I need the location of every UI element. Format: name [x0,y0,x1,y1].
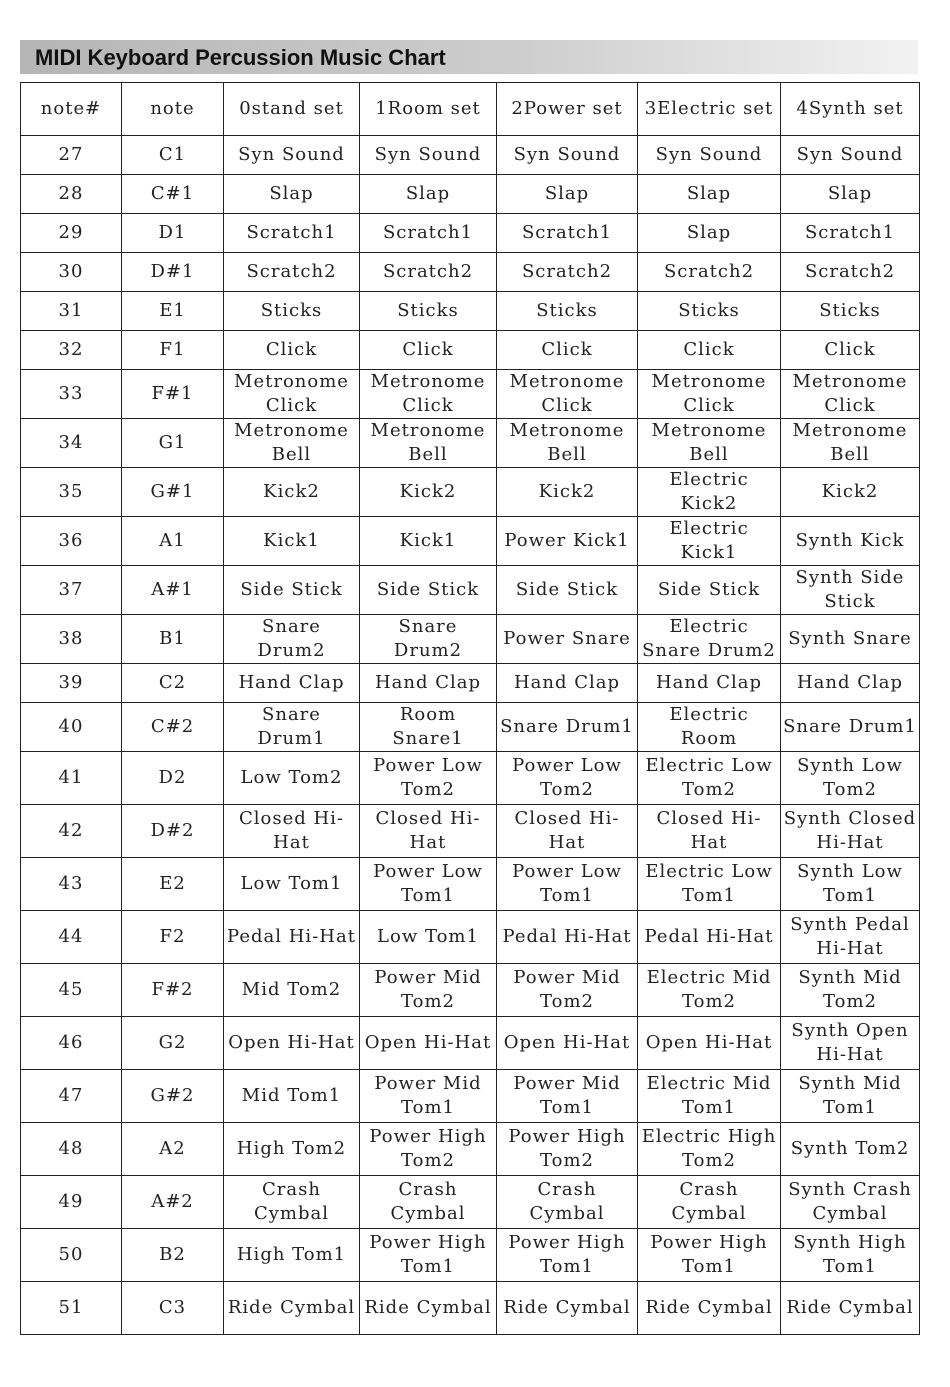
note-number-cell: 37 [21,566,122,615]
power-set-cell: Pedal Hi-Hat [497,911,638,964]
note-cell: F#2 [122,964,224,1017]
synth-set-cell: Synth Mid Tom2 [781,964,920,1017]
note-cell: A#1 [122,566,224,615]
synth-set-cell: Click [781,331,920,370]
standard-set-cell: Scratch2 [224,253,360,292]
standard-set-cell: Sticks [224,292,360,331]
standard-set-cell: Low Tom2 [224,752,360,805]
note-cell: A2 [122,1123,224,1176]
synth-set-cell: Synth Crash Cymbal [781,1176,920,1229]
power-set-cell: Power Mid Tom2 [497,964,638,1017]
electric-set-cell: Syn Sound [638,136,781,175]
synth-set-cell: Synth Open Hi-Hat [781,1017,920,1070]
synth-set-cell: Slap [781,175,920,214]
synth-set-cell: Sticks [781,292,920,331]
synth-set-cell: Synth Mid Tom1 [781,1070,920,1123]
table-row [21,615,920,664]
room-set-cell: Power Low Tom2 [360,752,497,805]
room-set-cell: Hand Clap [360,664,497,703]
table-row [21,1176,920,1229]
electric-set-cell: Crash Cymbal [638,1176,781,1229]
synth-set-cell: Synth Kick [781,517,920,566]
table-row [21,136,920,175]
power-set-cell: Metronome Click [497,370,638,419]
standard-set-cell: Kick1 [224,517,360,566]
note-number-cell: 47 [21,1070,122,1123]
note-number-cell: 49 [21,1176,122,1229]
note-cell: G1 [122,419,224,468]
note-cell: F2 [122,911,224,964]
note-cell: G2 [122,1017,224,1070]
electric-set-cell: Electric Low Tom2 [638,752,781,805]
synth-set-cell: Hand Clap [781,664,920,703]
note-cell: G#1 [122,468,224,517]
table-row [21,1123,920,1176]
room-set-cell: Power Mid Tom2 [360,964,497,1017]
table-row [21,703,920,752]
column-header: 0stand set [224,83,360,136]
electric-set-cell: Metronome Click [638,370,781,419]
note-number-cell: 38 [21,615,122,664]
synth-set-cell: Syn Sound [781,136,920,175]
percussion-chart-table [20,82,920,1335]
header-row [21,83,920,136]
note-number-cell: 33 [21,370,122,419]
synth-set-cell: Synth Closed Hi-Hat [781,805,920,858]
note-number-cell: 35 [21,468,122,517]
standard-set-cell: Ride Cymbal [224,1282,360,1335]
title-bar [20,40,918,74]
standard-set-cell: Snare Drum1 [224,703,360,752]
synth-set-cell: Synth Pedal Hi-Hat [781,911,920,964]
note-cell: C2 [122,664,224,703]
power-set-cell: Power Mid Tom1 [497,1070,638,1123]
table-row [21,566,920,615]
synth-set-cell: Synth Snare [781,615,920,664]
note-number-cell: 36 [21,517,122,566]
power-set-cell: Ride Cymbal [497,1282,638,1335]
note-cell: A1 [122,517,224,566]
standard-set-cell: Open Hi-Hat [224,1017,360,1070]
column-header: 3Electric set [638,83,781,136]
note-number-cell: 43 [21,858,122,911]
room-set-cell: Crash Cymbal [360,1176,497,1229]
note-number-cell: 44 [21,911,122,964]
note-number-cell: 30 [21,253,122,292]
power-set-cell: Power Kick1 [497,517,638,566]
synth-set-cell: Synth Low Tom1 [781,858,920,911]
synth-set-cell: Scratch2 [781,253,920,292]
electric-set-cell: Electric Snare Drum2 [638,615,781,664]
table-row [21,1229,920,1282]
electric-set-cell: Hand Clap [638,664,781,703]
standard-set-cell: Snare Drum2 [224,615,360,664]
power-set-cell: Slap [497,175,638,214]
column-header: note [122,83,224,136]
room-set-cell: Scratch1 [360,214,497,253]
table-row [21,664,920,703]
power-set-cell: Crash Cymbal [497,1176,638,1229]
standard-set-cell: Hand Clap [224,664,360,703]
room-set-cell: Sticks [360,292,497,331]
power-set-cell: Click [497,331,638,370]
note-number-cell: 41 [21,752,122,805]
note-cell: F1 [122,331,224,370]
electric-set-cell: Electric Mid Tom2 [638,964,781,1017]
note-number-cell: 45 [21,964,122,1017]
note-number-cell: 29 [21,214,122,253]
table-row [21,175,920,214]
note-number-cell: 31 [21,292,122,331]
power-set-cell: Power Low Tom1 [497,858,638,911]
note-number-cell: 51 [21,1282,122,1335]
room-set-cell: Room Snare1 [360,703,497,752]
synth-set-cell: Synth Tom2 [781,1123,920,1176]
table-row [21,1070,920,1123]
room-set-cell: Syn Sound [360,136,497,175]
note-number-cell: 27 [21,136,122,175]
electric-set-cell: Electric Kick2 [638,468,781,517]
electric-set-cell: Sticks [638,292,781,331]
table-row [21,911,920,964]
electric-set-cell: Closed Hi- Hat [638,805,781,858]
electric-set-cell: Power High Tom1 [638,1229,781,1282]
standard-set-cell: Scratch1 [224,214,360,253]
note-cell: E2 [122,858,224,911]
synth-set-cell: Kick2 [781,468,920,517]
column-header: note# [21,83,122,136]
standard-set-cell: Kick2 [224,468,360,517]
electric-set-cell: Side Stick [638,566,781,615]
standard-set-cell: Metronome Bell [224,419,360,468]
standard-set-cell: Low Tom1 [224,858,360,911]
table-row [21,214,920,253]
note-cell: D#2 [122,805,224,858]
synth-set-cell: Synth High Tom1 [781,1229,920,1282]
power-set-cell: Hand Clap [497,664,638,703]
standard-set-cell: Mid Tom1 [224,1070,360,1123]
power-set-cell: Power Low Tom2 [497,752,638,805]
synth-set-cell: Metronome Bell [781,419,920,468]
note-number-cell: 32 [21,331,122,370]
room-set-cell: Side Stick [360,566,497,615]
note-cell: D1 [122,214,224,253]
room-set-cell: Power Mid Tom1 [360,1070,497,1123]
page-title: MIDI Keyboard Percussion Music Chart [35,45,446,70]
note-cell: B1 [122,615,224,664]
room-set-cell: Slap [360,175,497,214]
room-set-cell: Power Low Tom1 [360,858,497,911]
room-set-cell: Click [360,331,497,370]
synth-set-cell: Ride Cymbal [781,1282,920,1335]
table-row [21,1017,920,1070]
synth-set-cell: Snare Drum1 [781,703,920,752]
power-set-cell: Power High Tom1 [497,1229,638,1282]
standard-set-cell: Syn Sound [224,136,360,175]
note-number-cell: 42 [21,805,122,858]
standard-set-cell: Closed Hi- Hat [224,805,360,858]
room-set-cell: Ride Cymbal [360,1282,497,1335]
electric-set-cell: Electric Kick1 [638,517,781,566]
table-row [21,964,920,1017]
note-cell: C#1 [122,175,224,214]
note-cell: D2 [122,752,224,805]
standard-set-cell: Mid Tom2 [224,964,360,1017]
note-number-cell: 40 [21,703,122,752]
standard-set-cell: High Tom2 [224,1123,360,1176]
power-set-cell: Scratch1 [497,214,638,253]
power-set-cell: Power High Tom2 [497,1123,638,1176]
table-row [21,331,920,370]
electric-set-cell: Electric Mid Tom1 [638,1070,781,1123]
table-row [21,253,920,292]
table-row [21,468,920,517]
synth-set-cell: Metronome Click [781,370,920,419]
table-row [21,858,920,911]
power-set-cell: Closed Hi- Hat [497,805,638,858]
power-set-cell: Sticks [497,292,638,331]
note-cell: B2 [122,1229,224,1282]
power-set-cell: Open Hi-Hat [497,1017,638,1070]
table-row [21,1282,920,1335]
power-set-cell: Snare Drum1 [497,703,638,752]
room-set-cell: Power High Tom2 [360,1123,497,1176]
standard-set-cell: High Tom1 [224,1229,360,1282]
power-set-cell: Kick2 [497,468,638,517]
electric-set-cell: Scratch2 [638,253,781,292]
standard-set-cell: Crash Cymbal [224,1176,360,1229]
table-row [21,419,920,468]
note-number-cell: 50 [21,1229,122,1282]
table-row [21,292,920,331]
standard-set-cell: Slap [224,175,360,214]
electric-set-cell: Electric Low Tom1 [638,858,781,911]
standard-set-cell: Click [224,331,360,370]
power-set-cell: Side Stick [497,566,638,615]
room-set-cell: Closed Hi- Hat [360,805,497,858]
standard-set-cell: Side Stick [224,566,360,615]
electric-set-cell: Pedal Hi-Hat [638,911,781,964]
note-cell: C3 [122,1282,224,1335]
electric-set-cell: Electric Room [638,703,781,752]
power-set-cell: Power Snare [497,615,638,664]
note-cell: F#1 [122,370,224,419]
table-row [21,370,920,419]
room-set-cell: Snare Drum2 [360,615,497,664]
column-header: 1Room set [360,83,497,136]
electric-set-cell: Ride Cymbal [638,1282,781,1335]
table-row [21,752,920,805]
note-number-cell: 34 [21,419,122,468]
note-cell: C#2 [122,703,224,752]
room-set-cell: Scratch2 [360,253,497,292]
note-cell: G#2 [122,1070,224,1123]
synth-set-cell: Scratch1 [781,214,920,253]
room-set-cell: Power High Tom1 [360,1229,497,1282]
column-header: 4Synth set [781,83,920,136]
note-cell: E1 [122,292,224,331]
electric-set-cell: Open Hi-Hat [638,1017,781,1070]
note-cell: A#2 [122,1176,224,1229]
note-cell: D#1 [122,253,224,292]
note-number-cell: 28 [21,175,122,214]
note-number-cell: 46 [21,1017,122,1070]
table-body [21,136,920,1335]
synth-set-cell: Synth Side Stick [781,566,920,615]
standard-set-cell: Pedal Hi-Hat [224,911,360,964]
table-row [21,517,920,566]
electric-set-cell: Electric High Tom2 [638,1123,781,1176]
room-set-cell: Open Hi-Hat [360,1017,497,1070]
note-cell: C1 [122,136,224,175]
room-set-cell: Metronome Click [360,370,497,419]
column-header: 2Power set [497,83,638,136]
power-set-cell: Metronome Bell [497,419,638,468]
power-set-cell: Scratch2 [497,253,638,292]
note-number-cell: 39 [21,664,122,703]
room-set-cell: Metronome Bell [360,419,497,468]
room-set-cell: Kick1 [360,517,497,566]
room-set-cell: Kick2 [360,468,497,517]
electric-set-cell: Slap [638,175,781,214]
electric-set-cell: Click [638,331,781,370]
note-number-cell: 48 [21,1123,122,1176]
standard-set-cell: Metronome Click [224,370,360,419]
synth-set-cell: Synth Low Tom2 [781,752,920,805]
table-row [21,805,920,858]
electric-set-cell: Metronome Bell [638,419,781,468]
room-set-cell: Low Tom1 [360,911,497,964]
electric-set-cell: Slap [638,214,781,253]
power-set-cell: Syn Sound [497,136,638,175]
